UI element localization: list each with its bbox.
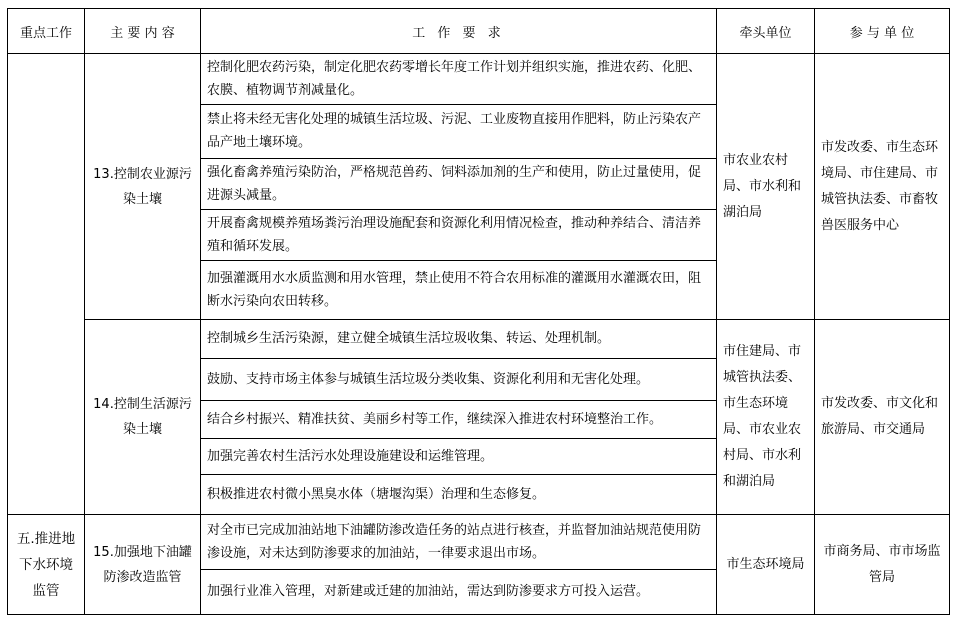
lead-14: 市住建局、市城管执法委、市生态环境局、市农业农村局、市水利和湖泊局	[717, 320, 815, 515]
requirement-13-2: 禁止将未经无害化处理的城镇生活垃圾、污泥、工业废物直接用作肥料，防止污染农产品产地土壤环境。	[201, 105, 717, 158]
participants-13: 市发改委、市生态环境局、市住建局、市城管执法委、市畜牧兽医服务中心	[815, 54, 950, 320]
item-15: 15.加强地下油罐防渗改造监管	[85, 515, 201, 615]
requirement-14-4: 加强完善农村生活污水处理设施建设和运维管理。	[201, 439, 717, 475]
requirement-13-4: 开展畜禽规模养殖场粪污治理设施配套和资源化利用情况检查，推动种养结合、清洁养殖和循环发展。	[201, 209, 717, 260]
lead-15: 市生态环境局	[717, 515, 815, 615]
requirement-14-2: 鼓励、支持市场主体参与城镇生活垃圾分类收集、资源化利用和无害化处理。	[201, 358, 717, 400]
header-content: 主 要 内 容	[85, 9, 201, 54]
table-row	[8, 320, 950, 358]
requirement-13-5: 加强灌溉用水水质监测和用水管理，禁止使用不符合农用标准的灌溉用水灌溉农田，阻断水污染向农田转移。	[201, 261, 717, 320]
category-5: 五.推进地下水环境监管	[8, 515, 85, 615]
category-cell-continued	[8, 54, 85, 515]
item-14: 14.控制生活源污染土壤	[85, 320, 201, 515]
header-participants: 参 与 单 位	[815, 9, 950, 54]
requirement-14-1: 控制城乡生活污染源，建立健全城镇生活垃圾收集、转运、处理机制。	[201, 320, 717, 358]
requirement-14-3: 结合乡村振兴、精准扶贫、美丽乡村等工作，继续深入推进农村环境整治工作。	[201, 400, 717, 438]
header-lead: 牵头单位	[717, 9, 815, 54]
table-row	[8, 54, 950, 105]
table-row	[8, 515, 950, 569]
header-requirements: 工 作 要 求	[201, 9, 717, 54]
requirement-15-1: 对全市已完成加油站地下油罐防渗改造任务的站点进行核查，并监督加油站规范使用防渗设施，对未达到防渗要求的加油站，一律要求退出市场。	[201, 515, 717, 569]
participants-15: 市商务局、市市场监管局	[815, 515, 950, 615]
participants-14: 市发改委、市文化和旅游局、市交通局	[815, 320, 950, 515]
requirement-13-1: 控制化肥农药污染，制定化肥农药零增长年度工作计划并组织实施，推进农药、化肥、农膜、植物调节剂减量化。	[201, 54, 717, 105]
header-focus: 重点工作	[8, 9, 85, 54]
work-table	[7, 8, 950, 615]
requirement-13-3: 强化畜禽养殖污染防治，严格规范兽药、饲料添加剂的生产和使用，防止过量使用，促进源头减量。	[201, 158, 717, 209]
lead-13: 市农业农村局、市水利和湖泊局	[717, 54, 815, 320]
header-row	[8, 9, 950, 54]
requirement-15-2: 加强行业准入管理，对新建或迁建的加油站，需达到防渗要求方可投入运营。	[201, 569, 717, 614]
requirement-14-5: 积极推进农村微小黑臭水体（塘堰沟渠）治理和生态修复。	[201, 475, 717, 515]
item-13: 13.控制农业源污染土壤	[85, 54, 201, 320]
